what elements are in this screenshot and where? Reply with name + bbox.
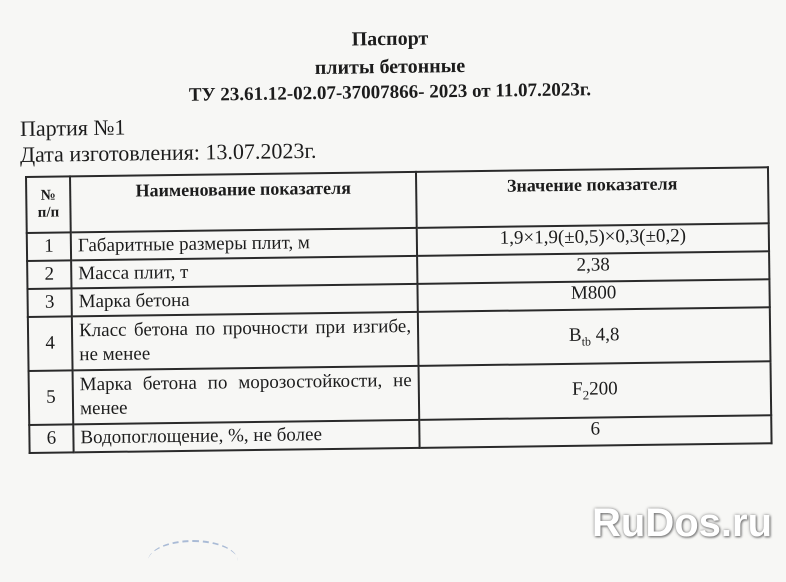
row-value: М800	[417, 279, 769, 312]
indicators-table	[25, 166, 773, 454]
row-name: Марка бетона	[71, 284, 417, 317]
row-value: 2,38	[417, 251, 769, 284]
row-value: 1,9×1,9(±0,5)×0,3(±0,2)	[417, 223, 769, 256]
batch-number: Партия №1	[19, 114, 126, 141]
value-subscript: 2	[582, 387, 590, 403]
header-value: Значение показателя	[416, 167, 769, 228]
value-number: 4,8	[590, 323, 620, 346]
value-symbol: F	[571, 378, 583, 400]
row-num: 1	[27, 232, 71, 261]
row-num: 6	[29, 424, 73, 453]
manufacture-date: Дата изготовления: 13.07.2023г.	[19, 137, 317, 167]
stamp-seal-icon	[148, 540, 238, 582]
row-num: 3	[27, 288, 71, 317]
indicators-table-wrap	[25, 166, 773, 454]
header-name: Наименование показателя	[70, 172, 417, 233]
document-spec: ТУ 23.61.12-02.07-37007866- 2023 от 11.07.2023г.	[188, 79, 592, 106]
row-num: 4	[28, 316, 73, 371]
table-row	[28, 307, 771, 371]
row-value: 6	[419, 415, 771, 448]
watermark-logo: RuDos.ru	[592, 501, 772, 545]
document-title: Паспорт	[351, 27, 429, 51]
row-name: Класс бетона по прочности при изгибе, не менее	[72, 312, 419, 371]
table-header-row	[26, 167, 769, 233]
value-number: 200	[588, 377, 618, 400]
row-value	[419, 361, 772, 420]
header-num-line1: №	[40, 187, 56, 204]
value-symbol: B	[568, 324, 582, 346]
row-name: Марка бетона по морозостойкости, не менее	[73, 366, 420, 425]
row-name: Водопоглощение, %, не более	[73, 420, 419, 453]
row-value	[418, 307, 771, 366]
value-subscript: tb	[581, 333, 592, 349]
header-num	[26, 176, 71, 233]
document-subtitle: плиты бетонные	[314, 54, 466, 80]
row-num: 5	[29, 370, 74, 425]
table-row	[29, 361, 772, 425]
row-name: Габаритные размеры плит, м	[71, 228, 417, 261]
header-num-line2: п/п	[37, 204, 60, 221]
row-name: Масса плит, т	[71, 256, 417, 289]
row-num: 2	[27, 260, 71, 289]
